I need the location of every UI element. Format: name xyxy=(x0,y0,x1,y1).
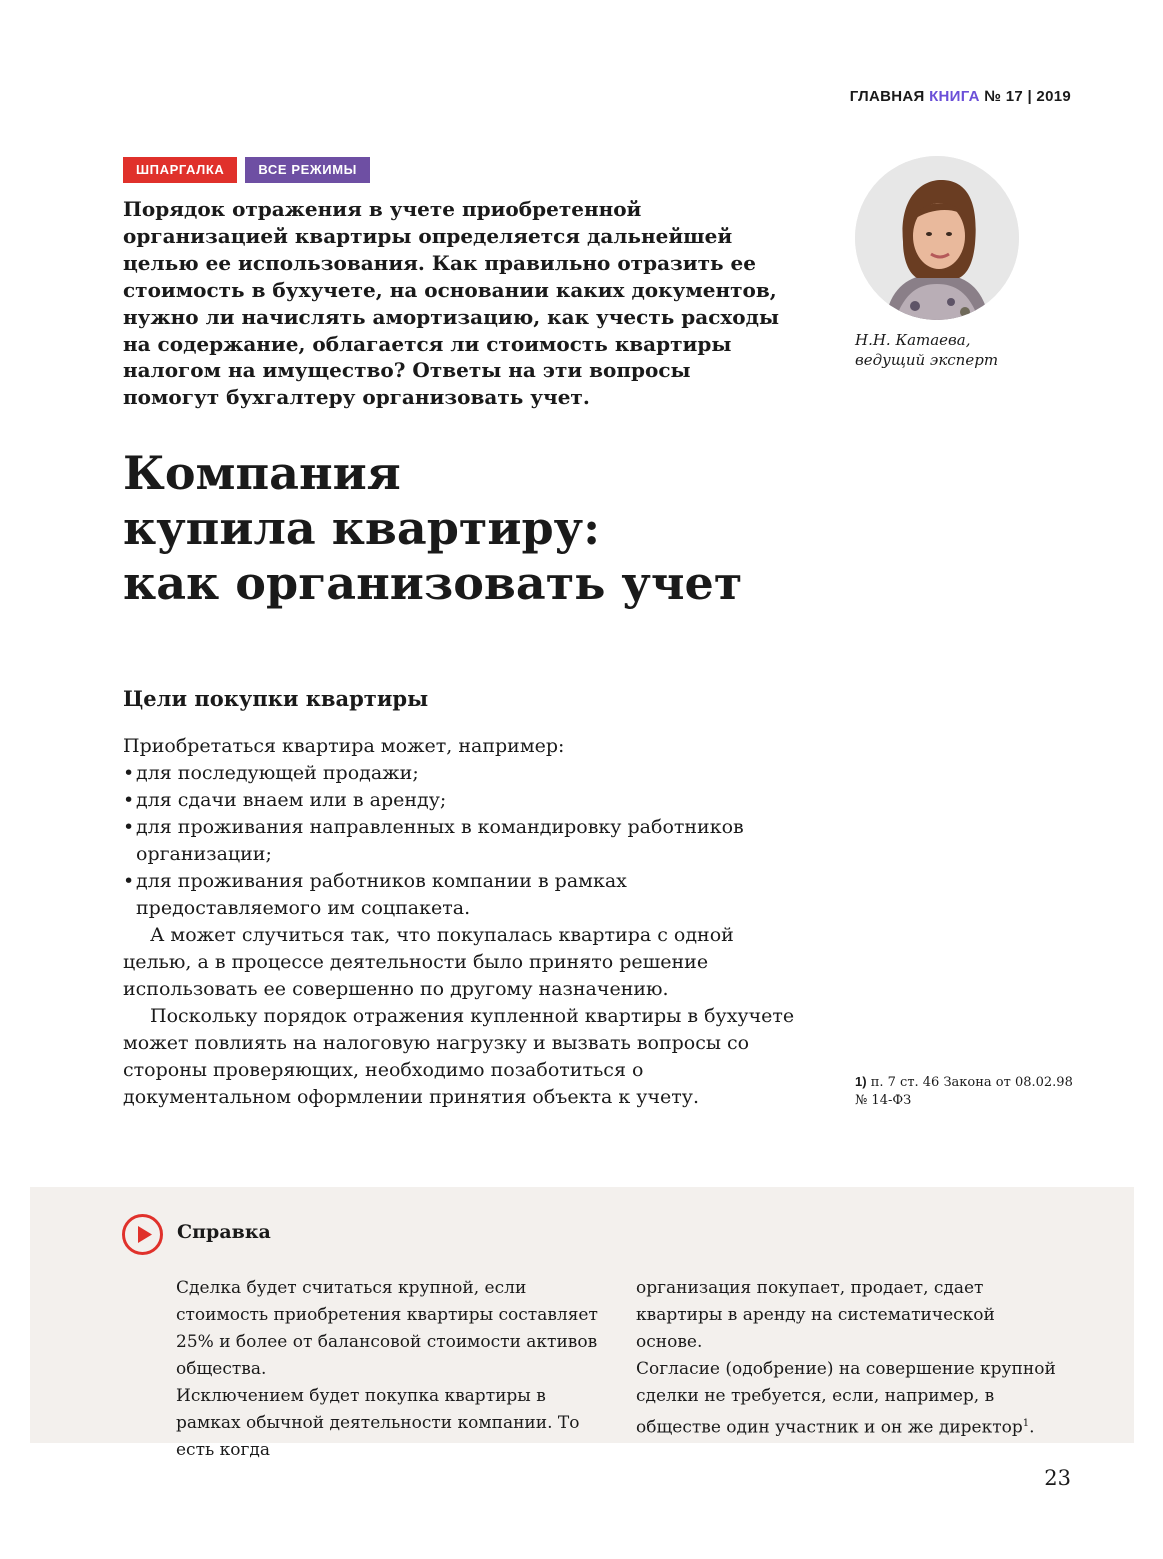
reference-paragraph: Сделка будет считаться крупной, если стоимость приобретения квартиры составляет 25% и более от балансовой стоимости активов общества. xyxy=(176,1278,598,1379)
tag-cheatsheet[interactable]: ШПАРГАЛКА xyxy=(123,157,237,183)
article-title xyxy=(123,446,823,611)
footnote-text: п. 7 ст. 46 Закона от 08.02.98 № 14-ФЗ xyxy=(855,1075,1073,1108)
reference-text-end: . xyxy=(1029,1417,1035,1438)
author-caption xyxy=(855,330,1055,370)
list-item: • для проживания направленных в командировку работников организации; xyxy=(123,814,805,868)
page-number: 23 xyxy=(1044,1466,1071,1490)
list-item: • для сдачи внаем или в аренду; xyxy=(123,787,805,814)
title-line-2: купила квартиру: xyxy=(123,501,601,555)
reference-text: Согласие (одобрение) на совершение крупной сделки не требуется, если, например, в обществе один участник и он же директор xyxy=(636,1359,1056,1438)
title-line-3: как организовать учет xyxy=(123,556,743,610)
footnote xyxy=(855,1073,1085,1110)
list-item: • для последующей продажи; xyxy=(123,760,805,787)
article-lead: Порядок отражения в учете приобретенной организацией квартиры определяется дальнейшей целью ее использования. Как правильно отразить ее стоимость в бухучете, на основании каких документов, нужно ли начислять амортизацию, как учесть расходы на содержание, облагается ли стоимость квартиры налогом на имущество? Ответы на эти вопросы помогут бухгалтеру организовать учет. xyxy=(123,197,780,410)
purpose-list xyxy=(123,760,805,922)
author-role: ведущий эксперт xyxy=(855,351,999,369)
play-icon xyxy=(121,1213,164,1256)
paragraph: А может случиться так, что покупалась квартира с одной целью, а в процессе деятельности было принято решение использовать ее совершенно по другому назначению. xyxy=(123,924,734,1000)
section-intro: Приобретаться квартира может, например: xyxy=(123,735,565,757)
brand-name-part1: ГЛАВНАЯ xyxy=(849,88,925,105)
reference-paragraph xyxy=(636,1356,1066,1442)
title-line-1: Компания xyxy=(123,446,401,500)
reference-paragraph: Исключением будет покупка квартиры в рамках обычной деятельности компании. То есть когда xyxy=(176,1386,580,1460)
brand-name-part2: КНИГА xyxy=(929,88,980,105)
author-name: Н.Н. Катаева, xyxy=(855,331,971,349)
magazine-header xyxy=(850,88,1071,105)
article-body xyxy=(123,733,805,1111)
reference-title: Справка xyxy=(177,1221,271,1243)
footnote-marker: 1) xyxy=(855,1074,867,1089)
category-tags xyxy=(123,157,370,183)
reference-paragraph: организация покупает, продает, сдает квартиры в аренду на систематической основе. xyxy=(636,1278,995,1352)
list-item: • для проживания работников компании в рамках предоставляемого им соцпакета. xyxy=(123,868,805,922)
paragraph: Поскольку порядок отражения купленной квартиры в бухучете может повлиять на налоговую нагрузку и вызвать вопросы со стороны проверяющих, необходимо позаботиться о документальном оформлении принятия объекта к учету. xyxy=(123,1005,795,1108)
issue-number: № 17 | 2019 xyxy=(984,88,1071,105)
reference-column-left xyxy=(176,1275,606,1464)
section-heading: Цели покупки квартиры xyxy=(123,686,429,711)
author-photo xyxy=(855,156,1019,320)
author-portrait-icon xyxy=(855,156,1019,320)
reference-column-right xyxy=(636,1275,1066,1442)
footnote-ref[interactable]: 1 xyxy=(1022,1418,1030,1429)
tag-all-regimes[interactable]: ВСЕ РЕЖИМЫ xyxy=(245,157,370,183)
